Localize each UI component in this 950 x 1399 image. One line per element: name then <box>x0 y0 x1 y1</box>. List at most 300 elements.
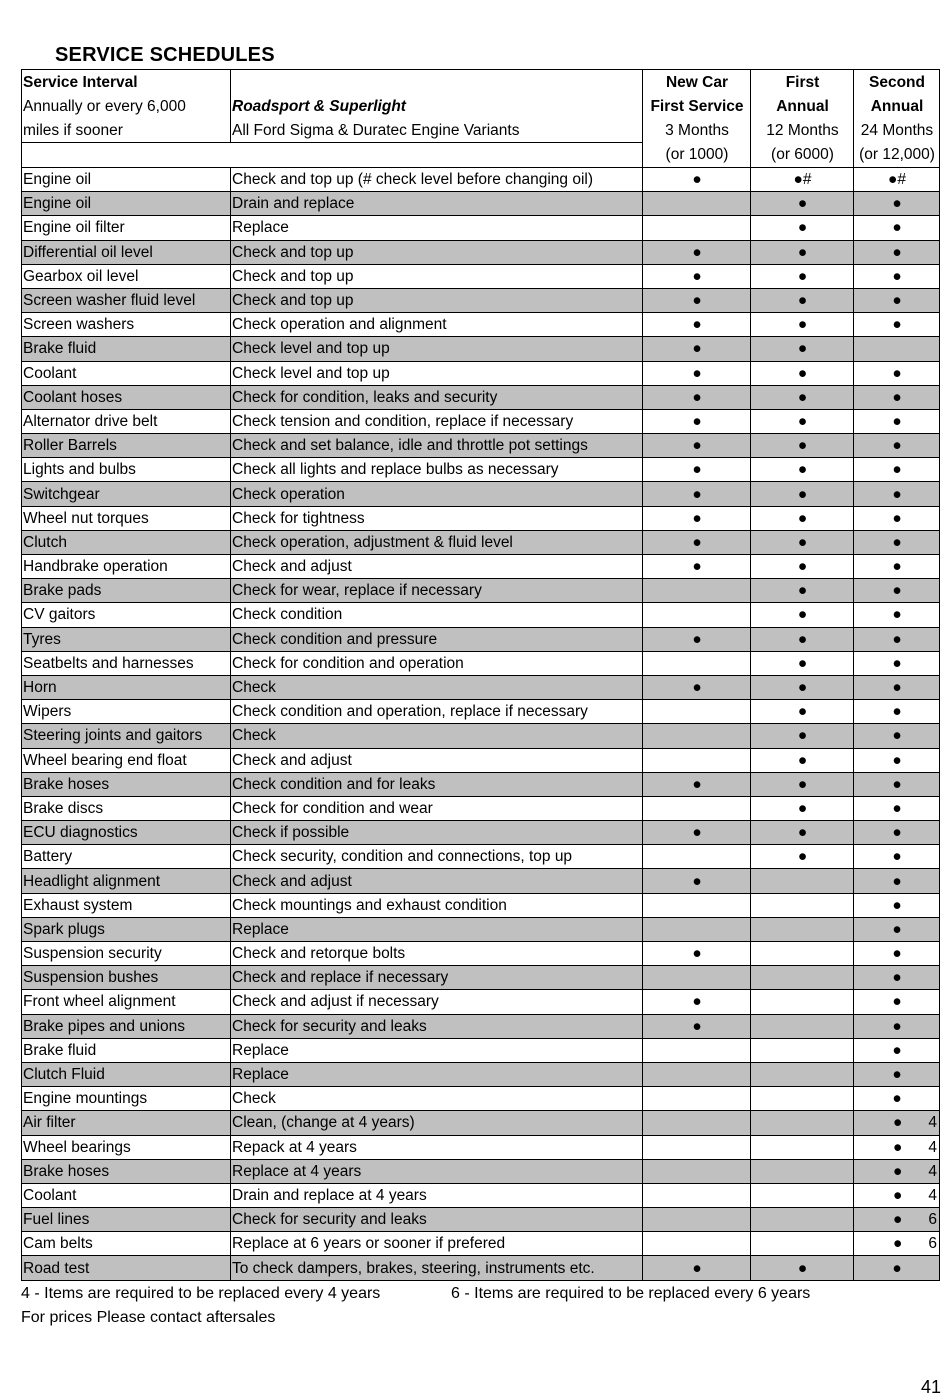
first-annual-mark: ● <box>751 240 854 264</box>
new-car-mark: ● <box>643 675 751 699</box>
new-car-mark: ● <box>643 772 751 796</box>
second-annual-mark: ● <box>854 1087 940 1111</box>
header-second: Second <box>854 70 940 95</box>
new-car-mark <box>643 700 751 724</box>
table-row <box>22 893 940 917</box>
header-annual-2: Annual <box>854 94 940 118</box>
table-row <box>22 288 940 312</box>
first-annual-mark <box>751 1111 854 1135</box>
new-car-mark: ● <box>643 264 751 288</box>
table-row <box>22 216 940 240</box>
service-item: Lights and bulbs <box>22 458 231 482</box>
service-action: Check for tightness <box>231 506 643 530</box>
service-action: Check for security and leaks <box>231 1014 643 1038</box>
service-action: Check and top up <box>231 264 643 288</box>
new-car-mark: ● <box>643 240 751 264</box>
second-annual-mark <box>854 1183 940 1207</box>
new-car-mark: ● <box>643 627 751 651</box>
new-car-mark <box>643 1183 751 1207</box>
second-annual-mark <box>854 1208 940 1232</box>
service-item: Wipers <box>22 700 231 724</box>
first-annual-mark: ● <box>751 385 854 409</box>
second-annual-mark: ● <box>854 579 940 603</box>
header-annual-1: Annual <box>751 94 854 118</box>
service-action: Check mountings and exhaust condition <box>231 893 643 917</box>
service-item: Clutch Fluid <box>22 1062 231 1086</box>
schedule-rows <box>22 168 940 1281</box>
second-annual-mark: ● <box>854 603 940 627</box>
service-item: Clutch <box>22 530 231 554</box>
header-row <box>22 143 940 168</box>
second-annual-dot: ● <box>893 1138 903 1156</box>
service-action: Check and replace if necessary <box>231 966 643 990</box>
second-annual-mark: ● <box>854 724 940 748</box>
service-item: Fuel lines <box>22 1208 231 1232</box>
service-action: Check and adjust <box>231 555 643 579</box>
page-title: SERVICE SCHEDULES <box>55 44 275 66</box>
second-annual-mark: ● <box>854 942 940 966</box>
service-action: Check and top up (# check level before changing oil) <box>231 168 643 192</box>
second-annual-mark: ● <box>854 288 940 312</box>
table-row <box>22 264 940 288</box>
first-annual-mark: ● <box>751 821 854 845</box>
first-annual-mark <box>751 1183 854 1207</box>
first-annual-mark: ● <box>751 651 854 675</box>
replacement-year-note: 4 <box>928 1162 937 1180</box>
first-annual-mark <box>751 942 854 966</box>
service-item: Tyres <box>22 627 231 651</box>
replacement-year-note: 6 <box>928 1211 937 1229</box>
service-action: Drain and replace at 4 years <box>231 1183 643 1207</box>
service-item: Roller Barrels <box>22 434 231 458</box>
new-car-mark <box>643 603 751 627</box>
replacement-year-note: 6 <box>928 1235 937 1253</box>
second-annual-mark: ● <box>854 821 940 845</box>
second-annual-mark: ● <box>854 966 940 990</box>
new-car-mark: ● <box>643 530 751 554</box>
table-row <box>22 1256 940 1280</box>
service-action: Check condition and operation, replace if necessary <box>231 700 643 724</box>
first-annual-mark: ● <box>751 216 854 240</box>
table-row <box>22 409 940 433</box>
service-item: Brake pads <box>22 579 231 603</box>
first-annual-mark: ● <box>751 748 854 772</box>
table-row <box>22 966 940 990</box>
new-car-mark: ● <box>643 482 751 506</box>
service-action: Check tension and condition, replace if necessary <box>231 409 643 433</box>
second-annual-mark: ● <box>854 651 940 675</box>
new-car-mark <box>643 579 751 603</box>
table-row <box>22 458 940 482</box>
new-car-mark <box>643 216 751 240</box>
service-action: Check all lights and replace bulbs as necessary <box>231 458 643 482</box>
first-annual-mark: ● <box>751 434 854 458</box>
new-car-mark: ● <box>643 990 751 1014</box>
service-item: ECU diagnostics <box>22 821 231 845</box>
second-annual-dot: ● <box>893 1114 903 1132</box>
second-annual-mark: ● <box>854 772 940 796</box>
first-annual-mark: ● <box>751 700 854 724</box>
header-row <box>22 70 940 95</box>
first-annual-mark: ● <box>751 1256 854 1280</box>
service-action: Clean, (change at 4 years) <box>231 1111 643 1135</box>
first-annual-mark <box>751 869 854 893</box>
second-annual-dot: ● <box>893 1186 903 1204</box>
header-row <box>22 94 940 118</box>
table-row <box>22 1062 940 1086</box>
table-row <box>22 821 940 845</box>
new-car-mark: ● <box>643 409 751 433</box>
second-annual-mark: ● <box>854 1038 940 1062</box>
new-car-mark <box>643 1038 751 1062</box>
first-annual-mark <box>751 1208 854 1232</box>
replacement-year-note: 4 <box>928 1114 937 1132</box>
second-annual-mark: ● <box>854 264 940 288</box>
second-annual-mark: ● <box>854 675 940 699</box>
table-row <box>22 724 940 748</box>
table-row <box>22 168 940 192</box>
table-row <box>22 942 940 966</box>
service-action: Check condition and pressure <box>231 627 643 651</box>
service-action: Check for wear, replace if necessary <box>231 579 643 603</box>
service-action: Check condition <box>231 603 643 627</box>
table-row <box>22 506 940 530</box>
header-3-months: 3 Months <box>643 118 751 143</box>
service-action: Check and retorque bolts <box>231 942 643 966</box>
new-car-mark <box>643 192 751 216</box>
second-annual-mark: ● <box>854 990 940 1014</box>
new-car-mark: ● <box>643 337 751 361</box>
header-or-1000: (or 1000) <box>643 143 751 168</box>
table-row <box>22 917 940 941</box>
first-annual-mark <box>751 1062 854 1086</box>
service-item: Brake hoses <box>22 1159 231 1183</box>
first-annual-mark: ● <box>751 409 854 433</box>
service-item: Alternator drive belt <box>22 409 231 433</box>
second-annual-mark: ● <box>854 409 940 433</box>
new-car-mark: ● <box>643 458 751 482</box>
service-item: Steering joints and gaitors <box>22 724 231 748</box>
second-annual-mark: ● <box>854 700 940 724</box>
service-action: To check dampers, brakes, steering, instruments etc. <box>231 1256 643 1280</box>
table-row <box>22 385 940 409</box>
table-row <box>22 555 940 579</box>
second-annual-mark: ● <box>854 1256 940 1280</box>
first-annual-mark: ● <box>751 192 854 216</box>
new-car-mark <box>643 1111 751 1135</box>
first-annual-mark: ● <box>751 603 854 627</box>
second-annual-mark: ● <box>854 434 940 458</box>
service-action: Drain and replace <box>231 192 643 216</box>
service-action: Check operation, adjustment & fluid level <box>231 530 643 554</box>
service-item: Road test <box>22 1256 231 1280</box>
new-car-mark <box>643 748 751 772</box>
header-interval-desc: Annually or every 6,000 <box>22 94 231 118</box>
service-action: Check and adjust <box>231 869 643 893</box>
service-item: Brake pipes and unions <box>22 1014 231 1038</box>
table-row <box>22 772 940 796</box>
service-action: Check and adjust if necessary <box>231 990 643 1014</box>
table-row <box>22 1183 940 1207</box>
service-schedule-table <box>21 69 940 1281</box>
service-item: Brake hoses <box>22 772 231 796</box>
table-row <box>22 313 940 337</box>
second-annual-mark: ● <box>854 361 940 385</box>
table-row <box>22 603 940 627</box>
table-row <box>22 1159 940 1183</box>
table-row <box>22 651 940 675</box>
new-car-mark <box>643 917 751 941</box>
header-new-car: New Car <box>643 70 751 95</box>
first-annual-mark: ● <box>751 772 854 796</box>
table-row <box>22 748 940 772</box>
second-annual-mark <box>854 1135 940 1159</box>
second-annual-mark: ●# <box>854 168 940 192</box>
service-item: Engine oil filter <box>22 216 231 240</box>
table-row <box>22 1038 940 1062</box>
service-item: Wheel bearing end float <box>22 748 231 772</box>
service-item: Brake fluid <box>22 337 231 361</box>
new-car-mark: ● <box>643 434 751 458</box>
service-item: Brake discs <box>22 796 231 820</box>
first-annual-mark: ● <box>751 482 854 506</box>
service-item: Screen washers <box>22 313 231 337</box>
second-annual-dot: ● <box>893 1211 903 1229</box>
service-action: Check for condition, leaks and security <box>231 385 643 409</box>
new-car-mark <box>643 966 751 990</box>
service-item: Coolant <box>22 361 231 385</box>
first-annual-mark: ●# <box>751 168 854 192</box>
service-item: Spark plugs <box>22 917 231 941</box>
header-row <box>22 118 940 143</box>
table-row <box>22 530 940 554</box>
table-row <box>22 361 940 385</box>
table-row <box>22 869 940 893</box>
service-item: Front wheel alignment <box>22 990 231 1014</box>
header-blank <box>231 70 643 95</box>
first-annual-mark: ● <box>751 337 854 361</box>
table-row <box>22 579 940 603</box>
service-action: Check <box>231 1087 643 1111</box>
first-annual-mark <box>751 966 854 990</box>
service-item: Exhaust system <box>22 893 231 917</box>
new-car-mark: ● <box>643 168 751 192</box>
table-row <box>22 796 940 820</box>
service-item: Air filter <box>22 1111 231 1135</box>
new-car-mark: ● <box>643 1014 751 1038</box>
service-action: Replace <box>231 1038 643 1062</box>
second-annual-mark: ● <box>854 555 940 579</box>
service-item: Horn <box>22 675 231 699</box>
new-car-mark <box>643 1232 751 1256</box>
service-item: Headlight alignment <box>22 869 231 893</box>
table-row <box>22 434 940 458</box>
second-annual-mark: ● <box>854 796 940 820</box>
new-car-mark <box>643 1159 751 1183</box>
table-row <box>22 337 940 361</box>
second-annual-mark: ● <box>854 627 940 651</box>
second-annual-dot: ● <box>893 1162 903 1180</box>
first-annual-mark <box>751 990 854 1014</box>
first-annual-mark: ● <box>751 555 854 579</box>
table-row <box>22 845 940 869</box>
new-car-mark <box>643 1087 751 1111</box>
service-item: Suspension bushes <box>22 966 231 990</box>
second-annual-mark: ● <box>854 385 940 409</box>
service-action: Check if possible <box>231 821 643 845</box>
footnote-4-years: 4 - Items are required to be replaced every 4 years <box>21 1285 381 1302</box>
footnote-prices: For prices Please contact aftersales <box>21 1309 276 1326</box>
service-action: Replace <box>231 917 643 941</box>
first-annual-mark <box>751 1014 854 1038</box>
new-car-mark: ● <box>643 313 751 337</box>
service-action: Check for condition and operation <box>231 651 643 675</box>
service-item: Wheel bearings <box>22 1135 231 1159</box>
new-car-mark <box>643 1062 751 1086</box>
service-action: Check and top up <box>231 240 643 264</box>
header-first-service: First Service <box>643 94 751 118</box>
service-action: Check level and top up <box>231 337 643 361</box>
new-car-mark: ● <box>643 361 751 385</box>
service-action: Check and adjust <box>231 748 643 772</box>
header-interval-desc2: miles if sooner <box>22 118 231 143</box>
service-item: Handbrake operation <box>22 555 231 579</box>
table-row <box>22 482 940 506</box>
second-annual-mark: ● <box>854 240 940 264</box>
page-number: 41 <box>921 1377 942 1397</box>
table-row <box>22 1208 940 1232</box>
second-annual-mark: ● <box>854 1062 940 1086</box>
service-action: Check operation <box>231 482 643 506</box>
second-annual-dot: ● <box>893 1235 903 1253</box>
new-car-mark: ● <box>643 869 751 893</box>
table-row <box>22 1111 940 1135</box>
service-action: Check and set balance, idle and throttle pot settings <box>231 434 643 458</box>
first-annual-mark: ● <box>751 288 854 312</box>
header-interval-label: Service Interval <box>22 70 231 95</box>
new-car-mark <box>643 893 751 917</box>
second-annual-mark: ● <box>854 192 940 216</box>
replacement-year-note: 4 <box>928 1186 937 1204</box>
first-annual-mark <box>751 1135 854 1159</box>
footnote-6-years: 6 - Items are required to be replaced every 6 years <box>451 1285 811 1302</box>
table-row <box>22 700 940 724</box>
service-action: Check <box>231 675 643 699</box>
second-annual-mark: ● <box>854 313 940 337</box>
header-spacer <box>22 143 643 168</box>
first-annual-mark <box>751 917 854 941</box>
table-row <box>22 1232 940 1256</box>
table-row <box>22 990 940 1014</box>
service-action: Check <box>231 724 643 748</box>
second-annual-mark: ● <box>854 869 940 893</box>
second-annual-mark: ● <box>854 1014 940 1038</box>
second-annual-mark: ● <box>854 216 940 240</box>
header-24-months: 24 Months <box>854 118 940 143</box>
header-first: First <box>751 70 854 95</box>
first-annual-mark: ● <box>751 675 854 699</box>
second-annual-mark <box>854 337 940 361</box>
first-annual-mark: ● <box>751 264 854 288</box>
new-car-mark <box>643 796 751 820</box>
first-annual-mark: ● <box>751 724 854 748</box>
replacement-year-note: 4 <box>928 1138 937 1156</box>
service-item: CV gaitors <box>22 603 231 627</box>
first-annual-mark: ● <box>751 845 854 869</box>
table-row <box>22 192 940 216</box>
first-annual-mark <box>751 1232 854 1256</box>
service-item: Battery <box>22 845 231 869</box>
service-item: Brake fluid <box>22 1038 231 1062</box>
table-row <box>22 675 940 699</box>
header-12-months: 12 Months <box>751 118 854 143</box>
service-item: Screen washer fluid level <box>22 288 231 312</box>
first-annual-mark: ● <box>751 313 854 337</box>
service-item: Coolant hoses <box>22 385 231 409</box>
service-item: Engine oil <box>22 168 231 192</box>
service-action: Check condition and for leaks <box>231 772 643 796</box>
first-annual-mark <box>751 1159 854 1183</box>
service-item: Engine mountings <box>22 1087 231 1111</box>
new-car-mark <box>643 651 751 675</box>
service-action: Replace at 4 years <box>231 1159 643 1183</box>
first-annual-mark <box>751 1087 854 1111</box>
header-engine-variants: All Ford Sigma & Duratec Engine Variants <box>231 118 643 143</box>
new-car-mark: ● <box>643 1256 751 1280</box>
service-action: Repack at 4 years <box>231 1135 643 1159</box>
table-row <box>22 1087 940 1111</box>
first-annual-mark: ● <box>751 506 854 530</box>
service-action: Check operation and alignment <box>231 313 643 337</box>
new-car-mark: ● <box>643 555 751 579</box>
new-car-mark <box>643 1135 751 1159</box>
service-action: Replace <box>231 216 643 240</box>
first-annual-mark: ● <box>751 458 854 482</box>
first-annual-mark: ● <box>751 361 854 385</box>
new-car-mark <box>643 1208 751 1232</box>
service-item: Wheel nut torques <box>22 506 231 530</box>
second-annual-mark: ● <box>854 506 940 530</box>
second-annual-mark: ● <box>854 748 940 772</box>
service-item: Coolant <box>22 1183 231 1207</box>
table-row <box>22 627 940 651</box>
service-action: Check security, condition and connections, top up <box>231 845 643 869</box>
second-annual-mark: ● <box>854 893 940 917</box>
first-annual-mark <box>751 1038 854 1062</box>
service-item: Engine oil <box>22 192 231 216</box>
service-action: Replace <box>231 1062 643 1086</box>
service-item: Differential oil level <box>22 240 231 264</box>
new-car-mark: ● <box>643 942 751 966</box>
new-car-mark: ● <box>643 288 751 312</box>
second-annual-mark <box>854 1232 940 1256</box>
first-annual-mark: ● <box>751 579 854 603</box>
second-annual-mark: ● <box>854 530 940 554</box>
first-annual-mark: ● <box>751 796 854 820</box>
service-action: Check for security and leaks <box>231 1208 643 1232</box>
service-item: Gearbox oil level <box>22 264 231 288</box>
second-annual-mark: ● <box>854 458 940 482</box>
service-item: Seatbelts and harnesses <box>22 651 231 675</box>
service-action: Check level and top up <box>231 361 643 385</box>
service-item: Cam belts <box>22 1232 231 1256</box>
first-annual-mark: ● <box>751 530 854 554</box>
service-action: Check and top up <box>231 288 643 312</box>
service-action: Check for condition and wear <box>231 796 643 820</box>
table-row <box>22 1135 940 1159</box>
table-row <box>22 240 940 264</box>
service-item: Switchgear <box>22 482 231 506</box>
